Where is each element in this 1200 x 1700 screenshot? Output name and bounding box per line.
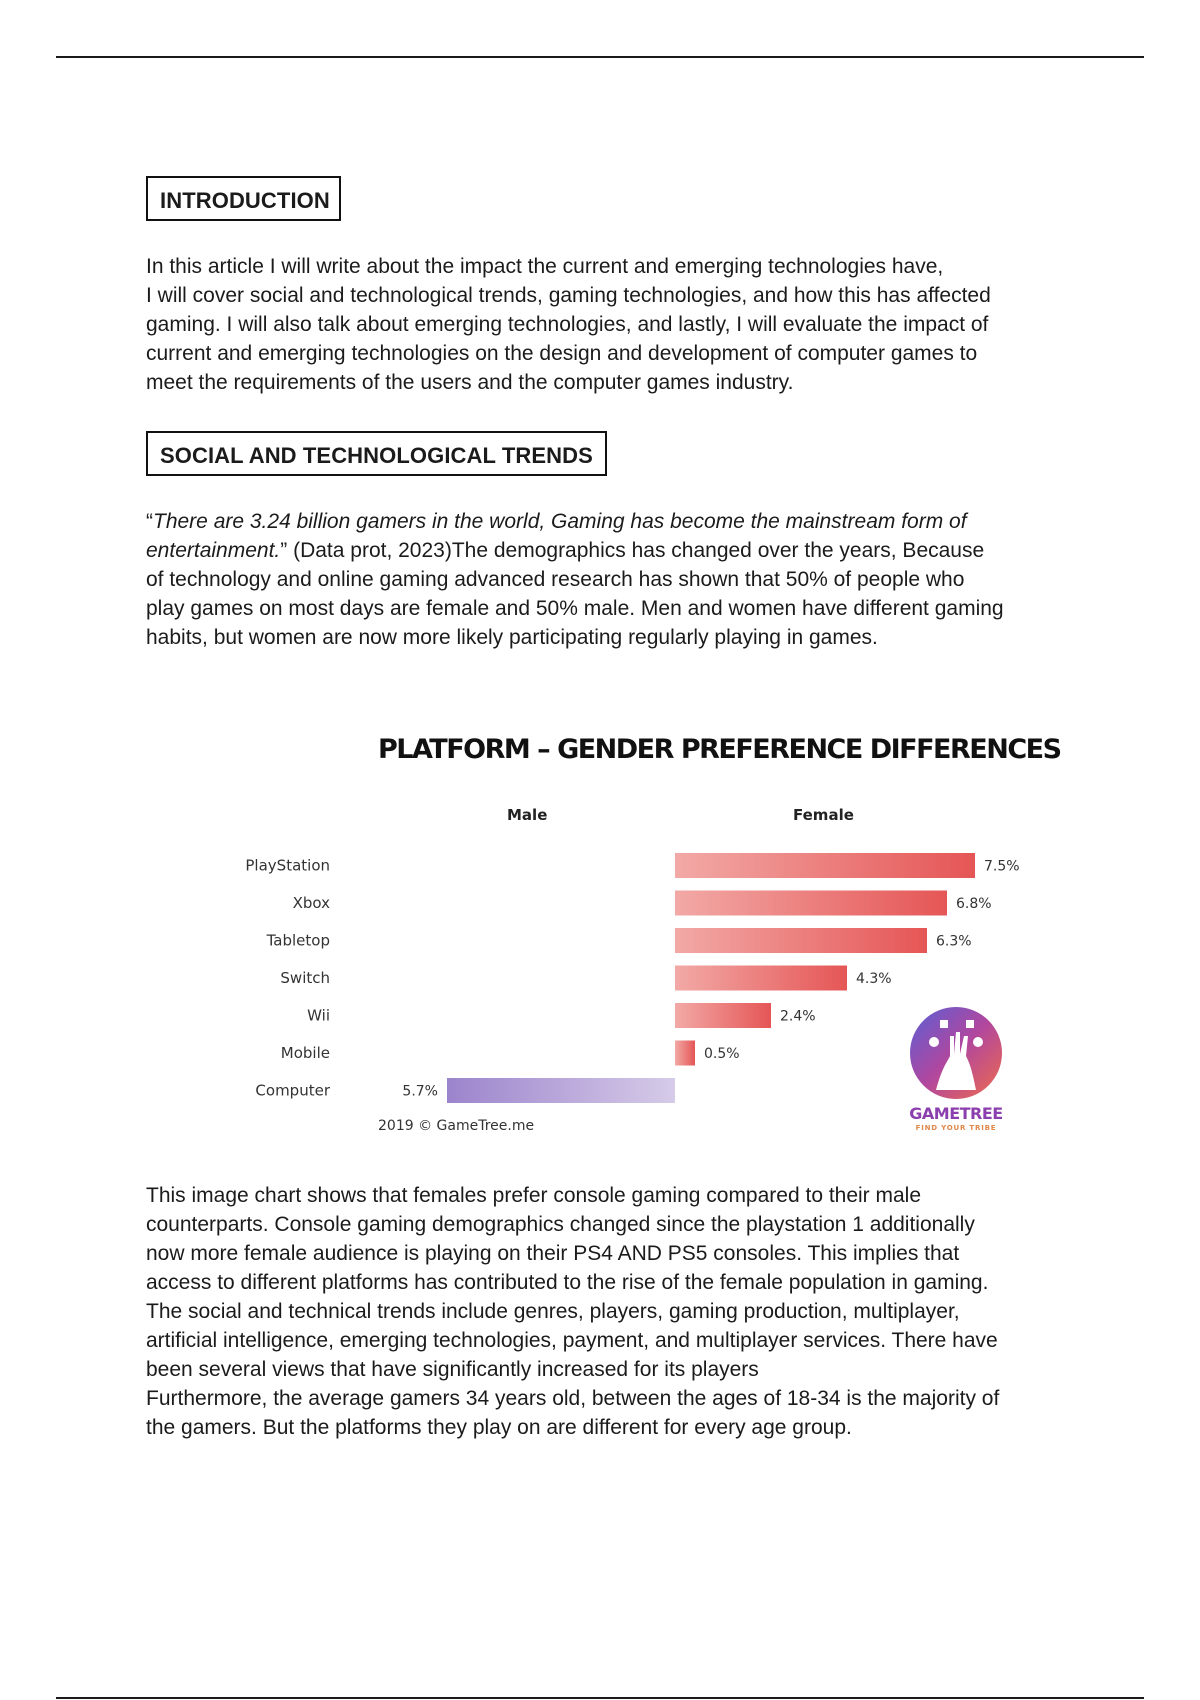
category-label: Mobile [280,1044,330,1062]
value-label: 5.7% [402,1083,438,1100]
chart-bars [245,853,1019,1103]
heading-social-technological-trends: SOCIAL AND TECHNOLOGICAL TRENDS [146,431,607,476]
category-label: Computer [255,1081,330,1100]
bottom-rule [56,1697,1144,1699]
category-label: Switch [280,969,330,987]
analysis-line: Furthermore, the average gamers 34 years old, between the ages of 18-34 is the majority of [146,1387,1000,1410]
intro-line: In this article I will write about the impact the current and emerging technologies have, [146,255,944,278]
analysis-line: now more female audience is playing on their PS4 AND PS5 consoles. This implies that [146,1242,960,1265]
female-bar [675,966,847,991]
male-column-header: Male [507,806,548,824]
category-label: Tabletop [266,931,330,950]
male-bar [447,1078,675,1103]
trends-paragraph [146,507,1076,652]
chart-title: PLATFORM – GENDER PREFERENCE DIFFERENCES [378,734,1061,765]
intro-line: current and emerging technologies on the design and development of computer games to [146,342,978,365]
analysis-line: counterparts. Console gaming demographics changed since the playstation 1 additionally [146,1213,975,1236]
citation-text: (Data prot, 2023)The demographics has changed over the years, Because [287,539,985,562]
analysis-line: access to different platforms has contributed to the rise of the female population in gaming. [146,1271,989,1294]
trends-line [146,507,1076,536]
heading-introduction: INTRODUCTION [146,176,341,221]
quote-text: There are 3.24 billion gamers in the world, Gaming has become the mainstream form of [153,510,967,533]
value-label: 4.3% [856,971,892,987]
value-label: 0.5% [704,1046,740,1062]
analysis-paragraph [146,1181,1076,1442]
logo-tagline: FIND YOUR TRIBE [915,1124,997,1132]
analysis-line: been several views that have significantly increased for its players [146,1358,759,1381]
female-bar [675,1003,771,1028]
trends-line [146,536,1076,565]
gametree-logo-icon [906,1006,1006,1104]
female-bar [675,928,927,953]
analysis-line: This image chart shows that females prefer console gaming compared to their male [146,1184,922,1207]
analysis-line: the gamers. But the platforms they play on are different for every age group. [146,1416,852,1439]
female-bar [675,1041,695,1066]
intro-line: meet the requirements of the users and the computer games industry. [146,371,794,394]
gametree-logo [906,1006,1026,1142]
top-rule [56,56,1144,58]
logo-text: GAMETREE [909,1104,1003,1123]
female-bar [675,853,975,878]
analysis-line: artificial intelligence, emerging technologies, payment, and multiplayer services. There have [146,1329,998,1352]
trends-line: of technology and online gaming advanced research has shown that 50% of people who [146,568,965,591]
female-column-header: Female [793,806,854,824]
chart-credit: 2019 © GameTree.me [378,1118,535,1134]
open-quote: “ [146,510,153,533]
analysis-line: The social and technical trends include genres, players, gaming production, multiplayer, [146,1300,960,1323]
quote-text-end: entertainment. [146,539,281,562]
category-label: Wii [307,1006,330,1025]
close-quote: ” [280,539,288,562]
trends-line: play games on most days are female and 50% male. Men and women have different gaming [146,597,1004,620]
female-bar [675,891,947,916]
intro-paragraph [146,252,1076,397]
value-label: 2.4% [780,1008,816,1025]
category-label: Xbox [292,894,330,912]
intro-line: I will cover social and technological trends, gaming technologies, and how this has affected [146,284,991,307]
platform-gender-chart [146,710,1061,1150]
value-label: 6.3% [936,933,972,950]
value-label: 7.5% [984,858,1020,875]
trends-line: habits, but women are now more likely participating regularly playing in games. [146,626,878,649]
intro-line: gaming. I will also talk about emerging technologies, and lastly, I will evaluate the impact of [146,313,989,336]
value-label: 6.8% [956,896,992,912]
category-label: PlayStation [245,856,330,875]
